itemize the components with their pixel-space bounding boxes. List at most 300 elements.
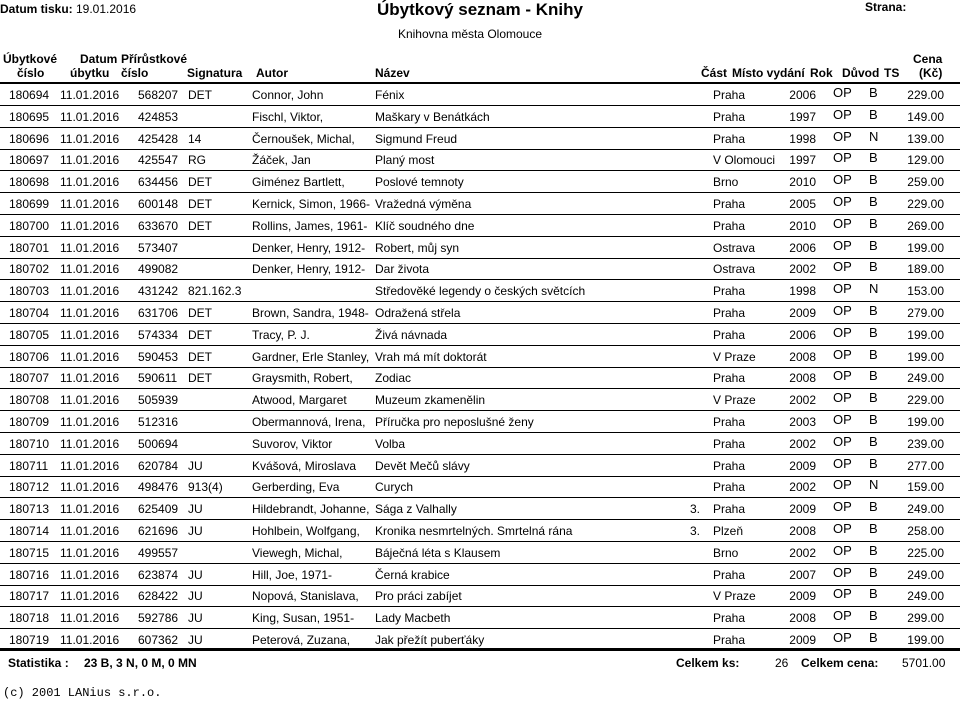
row-ts: B bbox=[869, 542, 878, 558]
row-author: Atwood, Margaret bbox=[252, 393, 347, 408]
row-price: 258.00 bbox=[907, 524, 944, 538]
row-date: 11.01.2016 bbox=[60, 415, 120, 429]
row-reason: OP bbox=[833, 521, 852, 536]
row-accession: 573407 bbox=[138, 240, 179, 255]
row-year: 1997 bbox=[789, 109, 816, 124]
row-id: 180718 bbox=[9, 611, 50, 626]
row-date: 11.01.2016 bbox=[60, 175, 120, 190]
row-accession: 592786 bbox=[138, 611, 179, 626]
row-author: Tracy, P. J. bbox=[252, 327, 310, 342]
col-signatura: Signatura bbox=[187, 66, 243, 80]
row-reason: OP bbox=[833, 477, 852, 493]
row-reason: OP bbox=[833, 499, 852, 515]
row-id: 180701 bbox=[9, 240, 50, 255]
row-price: 229.00 bbox=[907, 197, 944, 211]
row-year: 2002 bbox=[789, 393, 816, 408]
row-id: 180699 bbox=[9, 197, 50, 211]
row-accession: 600148 bbox=[138, 197, 179, 211]
row-signature: DET bbox=[188, 88, 212, 102]
row-signature: JU bbox=[188, 458, 203, 473]
count-value: 26 bbox=[775, 656, 789, 670]
table-row bbox=[0, 127, 960, 150]
row-title: Středověké legendy o českých světcích bbox=[375, 284, 586, 299]
row-date: 11.01.2016 bbox=[60, 109, 120, 124]
table-row bbox=[0, 454, 960, 477]
row-signature: DET bbox=[188, 371, 212, 386]
row-year: 2002 bbox=[789, 480, 816, 495]
row-year: 2006 bbox=[789, 88, 816, 102]
row-year: 2008 bbox=[789, 524, 816, 538]
col-cast: Část bbox=[701, 66, 728, 80]
row-year: 2007 bbox=[789, 567, 816, 582]
row-date: 11.01.2016 bbox=[60, 567, 120, 582]
row-id: 180711 bbox=[9, 458, 49, 473]
row-reason: OP bbox=[833, 586, 852, 602]
row-title: Kronika nesmrtelných. Smrtelná rána bbox=[375, 524, 573, 538]
row-price: 299.00 bbox=[907, 611, 944, 626]
row-accession: 499557 bbox=[138, 545, 179, 560]
row-signature: DET bbox=[188, 349, 212, 364]
row-accession: 633670 bbox=[138, 218, 179, 233]
row-date: 11.01.2016 bbox=[60, 524, 120, 538]
row-signature: 14 bbox=[188, 131, 202, 146]
row-ts: B bbox=[869, 608, 878, 624]
row-author: Hohlbein, Wolfgang, bbox=[252, 524, 360, 538]
row-ts: B bbox=[869, 433, 878, 449]
row-author: Obermannová, Irena, bbox=[252, 415, 366, 429]
row-ts: B bbox=[869, 259, 878, 275]
table-row bbox=[0, 214, 960, 237]
row-title: Odražená střela bbox=[375, 306, 461, 320]
row-ts: N bbox=[869, 477, 879, 493]
row-price: 199.00 bbox=[907, 349, 944, 364]
row-reason: OP bbox=[833, 564, 852, 580]
row-accession: 425547 bbox=[138, 153, 179, 168]
row-date: 11.01.2016 bbox=[60, 349, 120, 364]
row-title: Sága z Valhally bbox=[375, 502, 457, 517]
row-id: 180704 bbox=[9, 306, 50, 320]
row-id: 180695 bbox=[9, 109, 50, 124]
row-date: 11.01.2016 bbox=[60, 436, 120, 451]
row-reason: OP bbox=[833, 368, 852, 384]
row-author: Hill, Joe, 1971- bbox=[252, 567, 333, 582]
table-row bbox=[0, 541, 960, 564]
row-id: 180700 bbox=[9, 218, 50, 233]
row-year: 2006 bbox=[789, 240, 816, 255]
row-title: Poslové temnoty bbox=[375, 175, 464, 190]
row-place: V Praze bbox=[713, 349, 756, 364]
row-ts: N bbox=[869, 281, 879, 297]
table-row bbox=[0, 257, 960, 280]
row-title: Jak přežít puberťáky bbox=[375, 633, 485, 647]
row-accession: 590453 bbox=[138, 349, 179, 364]
row-place: Praha bbox=[713, 611, 746, 626]
row-reason: OP bbox=[833, 390, 852, 406]
row-year: 2002 bbox=[789, 436, 816, 451]
row-author: Denker, Henry, 1912- bbox=[252, 240, 366, 255]
row-place: Praha bbox=[713, 371, 746, 386]
row-date: 11.01.2016 bbox=[60, 306, 120, 320]
row-place: Praha bbox=[713, 306, 746, 320]
row-author: Kernick, Simon, 1966- bbox=[252, 197, 370, 211]
row-id: 180716 bbox=[9, 567, 50, 582]
row-price: 199.00 bbox=[907, 240, 944, 255]
row-title: Báječná léta s Klausem bbox=[375, 545, 501, 560]
row-author: Hildebrandt, Johanne, bbox=[252, 502, 370, 517]
row-ts: B bbox=[869, 630, 878, 645]
row-ts: B bbox=[869, 215, 878, 231]
row-ts: B bbox=[869, 499, 878, 515]
row-year: 2009 bbox=[789, 633, 816, 647]
row-place: Plzeň bbox=[713, 524, 744, 538]
table-row bbox=[0, 345, 960, 368]
row-price: 159.00 bbox=[907, 480, 944, 495]
row-price: 229.00 bbox=[907, 88, 944, 102]
row-title: Vražedná výměna bbox=[375, 197, 472, 211]
row-year: 2009 bbox=[789, 306, 816, 320]
table-row bbox=[0, 148, 960, 171]
row-accession: 621696 bbox=[138, 524, 179, 538]
table-row bbox=[0, 301, 960, 324]
row-place: Praha bbox=[713, 327, 746, 342]
row-reason: OP bbox=[833, 259, 852, 275]
table-row bbox=[0, 83, 960, 106]
row-date: 11.01.2016 bbox=[60, 284, 120, 299]
row-place: Praha bbox=[713, 436, 746, 451]
row-price: 279.00 bbox=[907, 306, 944, 320]
row-author: Fischl, Viktor, bbox=[252, 109, 324, 124]
row-place: Praha bbox=[713, 458, 746, 473]
row-price: 199.00 bbox=[907, 633, 944, 647]
row-date: 11.01.2016 bbox=[60, 88, 120, 102]
row-accession: 607362 bbox=[138, 633, 179, 647]
col-datum-ubytku: Datum úbytku bbox=[70, 52, 118, 80]
row-year: 2010 bbox=[789, 218, 816, 233]
row-place: Praha bbox=[713, 502, 746, 517]
row-accession: 505939 bbox=[138, 393, 179, 408]
footer-rule bbox=[0, 648, 960, 650]
row-price: 139.00 bbox=[907, 131, 944, 146]
stats-label: Statistika : bbox=[8, 656, 69, 670]
row-ts: B bbox=[869, 412, 878, 427]
row-price: 259.00 bbox=[907, 175, 944, 190]
row-id: 180714 bbox=[9, 524, 50, 538]
row-reason: OP bbox=[833, 85, 852, 100]
row-author: Kvášová, Miroslava bbox=[252, 458, 357, 473]
row-title: Černá krabice bbox=[375, 567, 450, 582]
row-reason: OP bbox=[833, 455, 852, 471]
row-title: Živá návnada bbox=[375, 327, 448, 342]
row-reason: OP bbox=[833, 106, 852, 122]
table-row bbox=[0, 279, 960, 302]
row-price: 149.00 bbox=[907, 109, 944, 124]
col-duvod: Důvod bbox=[842, 66, 880, 80]
row-id: 180713 bbox=[9, 502, 50, 517]
col-nazev: Název bbox=[375, 66, 410, 80]
row-signature: DET bbox=[188, 197, 212, 211]
row-signature: DET bbox=[188, 327, 212, 342]
row-author: Gerberding, Eva bbox=[252, 480, 340, 495]
row-author: Rollins, James, 1961- bbox=[252, 218, 368, 233]
row-id: 180697 bbox=[9, 153, 50, 168]
row-ts: B bbox=[869, 106, 878, 122]
row-accession: 574334 bbox=[138, 327, 179, 342]
row-id: 180696 bbox=[9, 131, 50, 146]
row-date: 11.01.2016 bbox=[60, 589, 120, 604]
row-reason: OP bbox=[833, 324, 852, 340]
row-accession: 631706 bbox=[138, 306, 179, 320]
row-accession: 590611 bbox=[138, 371, 178, 386]
row-signature: JU bbox=[188, 524, 203, 538]
col-cena: Cena (Kč) bbox=[913, 52, 943, 80]
row-year: 1997 bbox=[789, 153, 816, 168]
row-title: Klíč soudného dne bbox=[375, 218, 475, 233]
row-place: V Praze bbox=[713, 589, 756, 604]
row-ts: B bbox=[869, 303, 878, 318]
row-author: Giménez Bartlett, bbox=[252, 175, 345, 190]
page-label: Strana: bbox=[865, 0, 907, 14]
row-accession: 424853 bbox=[138, 109, 179, 124]
row-reason: OP bbox=[833, 433, 852, 449]
print-date: 19.01.2016 bbox=[76, 2, 137, 16]
row-accession: 431242 bbox=[138, 284, 179, 299]
row-price: 249.00 bbox=[907, 502, 944, 517]
row-signature: RG bbox=[188, 153, 206, 168]
row-author: Viewegh, Michal, bbox=[252, 545, 343, 560]
row-id: 180710 bbox=[9, 436, 50, 451]
row-reason: OP bbox=[833, 194, 852, 209]
row-signature: DET bbox=[188, 175, 212, 190]
row-title: Muzeum zkamenělin bbox=[375, 393, 486, 408]
row-price: 199.00 bbox=[907, 415, 944, 429]
row-ts: B bbox=[869, 172, 878, 188]
row-title: Robert, můj syn bbox=[375, 240, 460, 255]
row-accession: 620784 bbox=[138, 458, 179, 473]
row-ts: B bbox=[869, 194, 878, 209]
row-title: Pro práci zabíjet bbox=[375, 589, 462, 604]
row-price: 277.00 bbox=[907, 458, 944, 473]
row-price: 249.00 bbox=[907, 371, 944, 386]
row-title: Maškary v Benátkách bbox=[375, 109, 490, 124]
table-row bbox=[0, 236, 960, 259]
row-date: 11.01.2016 bbox=[60, 218, 120, 233]
row-year: 2009 bbox=[789, 589, 816, 604]
row-accession: 499082 bbox=[138, 262, 179, 277]
count-label: Celkem ks: bbox=[676, 656, 740, 670]
row-date: 11.01.2016 bbox=[60, 611, 120, 626]
row-date: 11.01.2016 bbox=[60, 633, 120, 647]
row-place: Praha bbox=[713, 197, 746, 211]
row-date: 11.01.2016 bbox=[60, 545, 120, 560]
row-year: 2008 bbox=[789, 349, 816, 364]
row-reason: OP bbox=[833, 542, 852, 558]
row-title: Volba bbox=[375, 436, 406, 451]
row-signature: JU bbox=[188, 633, 203, 647]
row-date: 11.01.2016 bbox=[60, 240, 120, 255]
row-reason: OP bbox=[833, 608, 852, 624]
row-id: 180715 bbox=[9, 545, 50, 560]
row-accession: 625409 bbox=[138, 502, 179, 517]
row-accession: 623874 bbox=[138, 567, 179, 582]
row-signature: JU bbox=[188, 589, 203, 604]
table-row bbox=[0, 410, 960, 433]
row-place: Praha bbox=[713, 284, 746, 299]
row-year: 2009 bbox=[789, 458, 816, 473]
row-reason: OP bbox=[833, 150, 852, 166]
row-signature: DET bbox=[188, 218, 212, 233]
copyright: (c) 2001 LANius s.r.o. bbox=[3, 686, 162, 700]
row-place: Praha bbox=[713, 567, 746, 582]
row-part: 3. bbox=[690, 524, 701, 538]
row-id: 180719 bbox=[9, 633, 50, 647]
library-name: Knihovna města Olomouce bbox=[397, 27, 543, 41]
row-price: 129.00 bbox=[907, 153, 944, 168]
row-year: 2010 bbox=[789, 175, 816, 190]
row-id: 180717 bbox=[9, 589, 50, 604]
row-date: 11.01.2016 bbox=[60, 197, 120, 211]
row-date: 11.01.2016 bbox=[60, 262, 120, 277]
row-place: V Olomouci bbox=[713, 153, 776, 168]
row-place: Praha bbox=[713, 109, 746, 124]
row-id: 180694 bbox=[9, 88, 50, 102]
row-id: 180707 bbox=[9, 371, 50, 386]
row-title: Zodiac bbox=[375, 371, 412, 386]
table-row bbox=[0, 584, 960, 607]
row-signature: JU bbox=[188, 567, 203, 582]
row-price: 239.00 bbox=[907, 436, 944, 451]
row-date: 11.01.2016 bbox=[60, 393, 120, 408]
row-title: Vrah má mít doktorát bbox=[375, 349, 487, 364]
row-accession: 500694 bbox=[138, 436, 179, 451]
row-id: 180708 bbox=[9, 393, 50, 408]
row-reason: OP bbox=[833, 172, 852, 188]
row-author: Brown, Sandra, 1948- bbox=[252, 306, 369, 320]
row-place: Praha bbox=[713, 480, 746, 495]
row-author: Denker, Henry, 1912- bbox=[252, 262, 366, 277]
row-ts: N bbox=[869, 128, 879, 144]
row-signature: 913(4) bbox=[188, 480, 223, 495]
row-price: 249.00 bbox=[907, 567, 944, 582]
row-title: Curych bbox=[375, 480, 414, 495]
row-place: Ostrava bbox=[713, 262, 756, 277]
row-year: 2005 bbox=[789, 197, 816, 211]
col-ts: TS bbox=[884, 66, 900, 80]
report-title: Úbytkový seznam - Knihy bbox=[377, 0, 583, 19]
row-title: Fénix bbox=[375, 88, 405, 102]
table-row bbox=[0, 497, 960, 520]
row-id: 180702 bbox=[9, 262, 50, 277]
row-date: 11.01.2016 bbox=[60, 327, 120, 342]
row-id: 180705 bbox=[9, 327, 50, 342]
row-accession: 634456 bbox=[138, 175, 179, 190]
row-reason: OP bbox=[833, 303, 852, 318]
row-year: 2006 bbox=[789, 327, 816, 342]
row-year: 1998 bbox=[789, 131, 816, 146]
row-year: 2002 bbox=[789, 545, 816, 560]
row-date: 11.01.2016 bbox=[60, 480, 120, 495]
row-accession: 512316 bbox=[138, 415, 179, 429]
row-year: 2009 bbox=[789, 502, 816, 517]
row-reason: OP bbox=[833, 237, 852, 253]
row-accession: 628422 bbox=[138, 589, 179, 604]
row-author: Nopová, Stanislava, bbox=[252, 589, 359, 604]
row-reason: OP bbox=[833, 346, 852, 362]
row-reason: OP bbox=[833, 281, 852, 297]
row-place: Praha bbox=[713, 633, 746, 647]
row-author: Suvorov, Viktor bbox=[252, 436, 333, 451]
row-author: Connor, John bbox=[252, 88, 324, 102]
row-price: 269.00 bbox=[907, 218, 944, 233]
col-autor: Autor bbox=[256, 66, 288, 80]
row-id: 180703 bbox=[9, 284, 50, 299]
row-title: Lady Macbeth bbox=[375, 611, 451, 626]
row-part: 3. bbox=[690, 502, 701, 517]
row-place: V Praze bbox=[713, 393, 756, 408]
col-ubytkove-cislo: Úbytkové číslo bbox=[3, 52, 58, 80]
row-title: Devět Mečů slávy bbox=[375, 458, 470, 473]
row-author: Peterová, Zuzana, bbox=[252, 633, 351, 647]
table-row bbox=[0, 105, 960, 128]
row-price: 249.00 bbox=[907, 589, 944, 604]
row-title: Planý most bbox=[375, 153, 435, 168]
row-place: Brno bbox=[713, 545, 739, 560]
row-ts: B bbox=[869, 324, 878, 340]
row-ts: B bbox=[869, 586, 878, 602]
row-date: 11.01.2016 bbox=[60, 458, 120, 473]
row-author: Žáček, Jan bbox=[252, 153, 311, 168]
row-id: 180698 bbox=[9, 175, 50, 190]
table-row bbox=[0, 388, 960, 411]
row-year: 2008 bbox=[789, 371, 816, 386]
col-rok: Rok bbox=[810, 66, 833, 80]
row-id: 180712 bbox=[9, 480, 50, 495]
row-accession: 425428 bbox=[138, 131, 179, 146]
row-price: 225.00 bbox=[907, 545, 944, 560]
row-title: Příručka pro neposlušné ženy bbox=[375, 415, 534, 429]
row-accession: 568207 bbox=[138, 88, 179, 102]
row-date: 11.01.2016 bbox=[60, 371, 120, 386]
total-label: Celkem cena: bbox=[801, 656, 879, 670]
table-row bbox=[0, 170, 960, 193]
table-row bbox=[0, 563, 960, 586]
table-row bbox=[0, 323, 960, 346]
row-price: 199.00 bbox=[907, 327, 944, 342]
row-date: 11.01.2016 bbox=[60, 153, 120, 168]
row-ts: B bbox=[869, 455, 878, 471]
row-place: Brno bbox=[713, 175, 739, 190]
table-row bbox=[0, 192, 960, 215]
table-row bbox=[0, 432, 960, 455]
table-row bbox=[0, 475, 960, 498]
row-ts: B bbox=[869, 368, 878, 384]
table-row bbox=[0, 519, 960, 542]
row-price: 189.00 bbox=[907, 262, 944, 277]
row-ts: B bbox=[869, 390, 878, 406]
row-signature: JU bbox=[188, 611, 203, 626]
row-ts: B bbox=[869, 564, 878, 580]
row-ts: B bbox=[869, 237, 878, 253]
row-accession: 498476 bbox=[138, 480, 179, 495]
row-reason: OP bbox=[833, 128, 852, 144]
row-signature: 821.162.3 bbox=[188, 284, 242, 299]
row-reason: OP bbox=[833, 412, 852, 427]
table-row bbox=[0, 606, 960, 629]
row-id: 180709 bbox=[9, 415, 50, 429]
row-date: 11.01.2016 bbox=[60, 131, 120, 146]
row-ts: B bbox=[869, 150, 878, 166]
row-place: Praha bbox=[713, 415, 746, 429]
row-place: Praha bbox=[713, 88, 746, 102]
